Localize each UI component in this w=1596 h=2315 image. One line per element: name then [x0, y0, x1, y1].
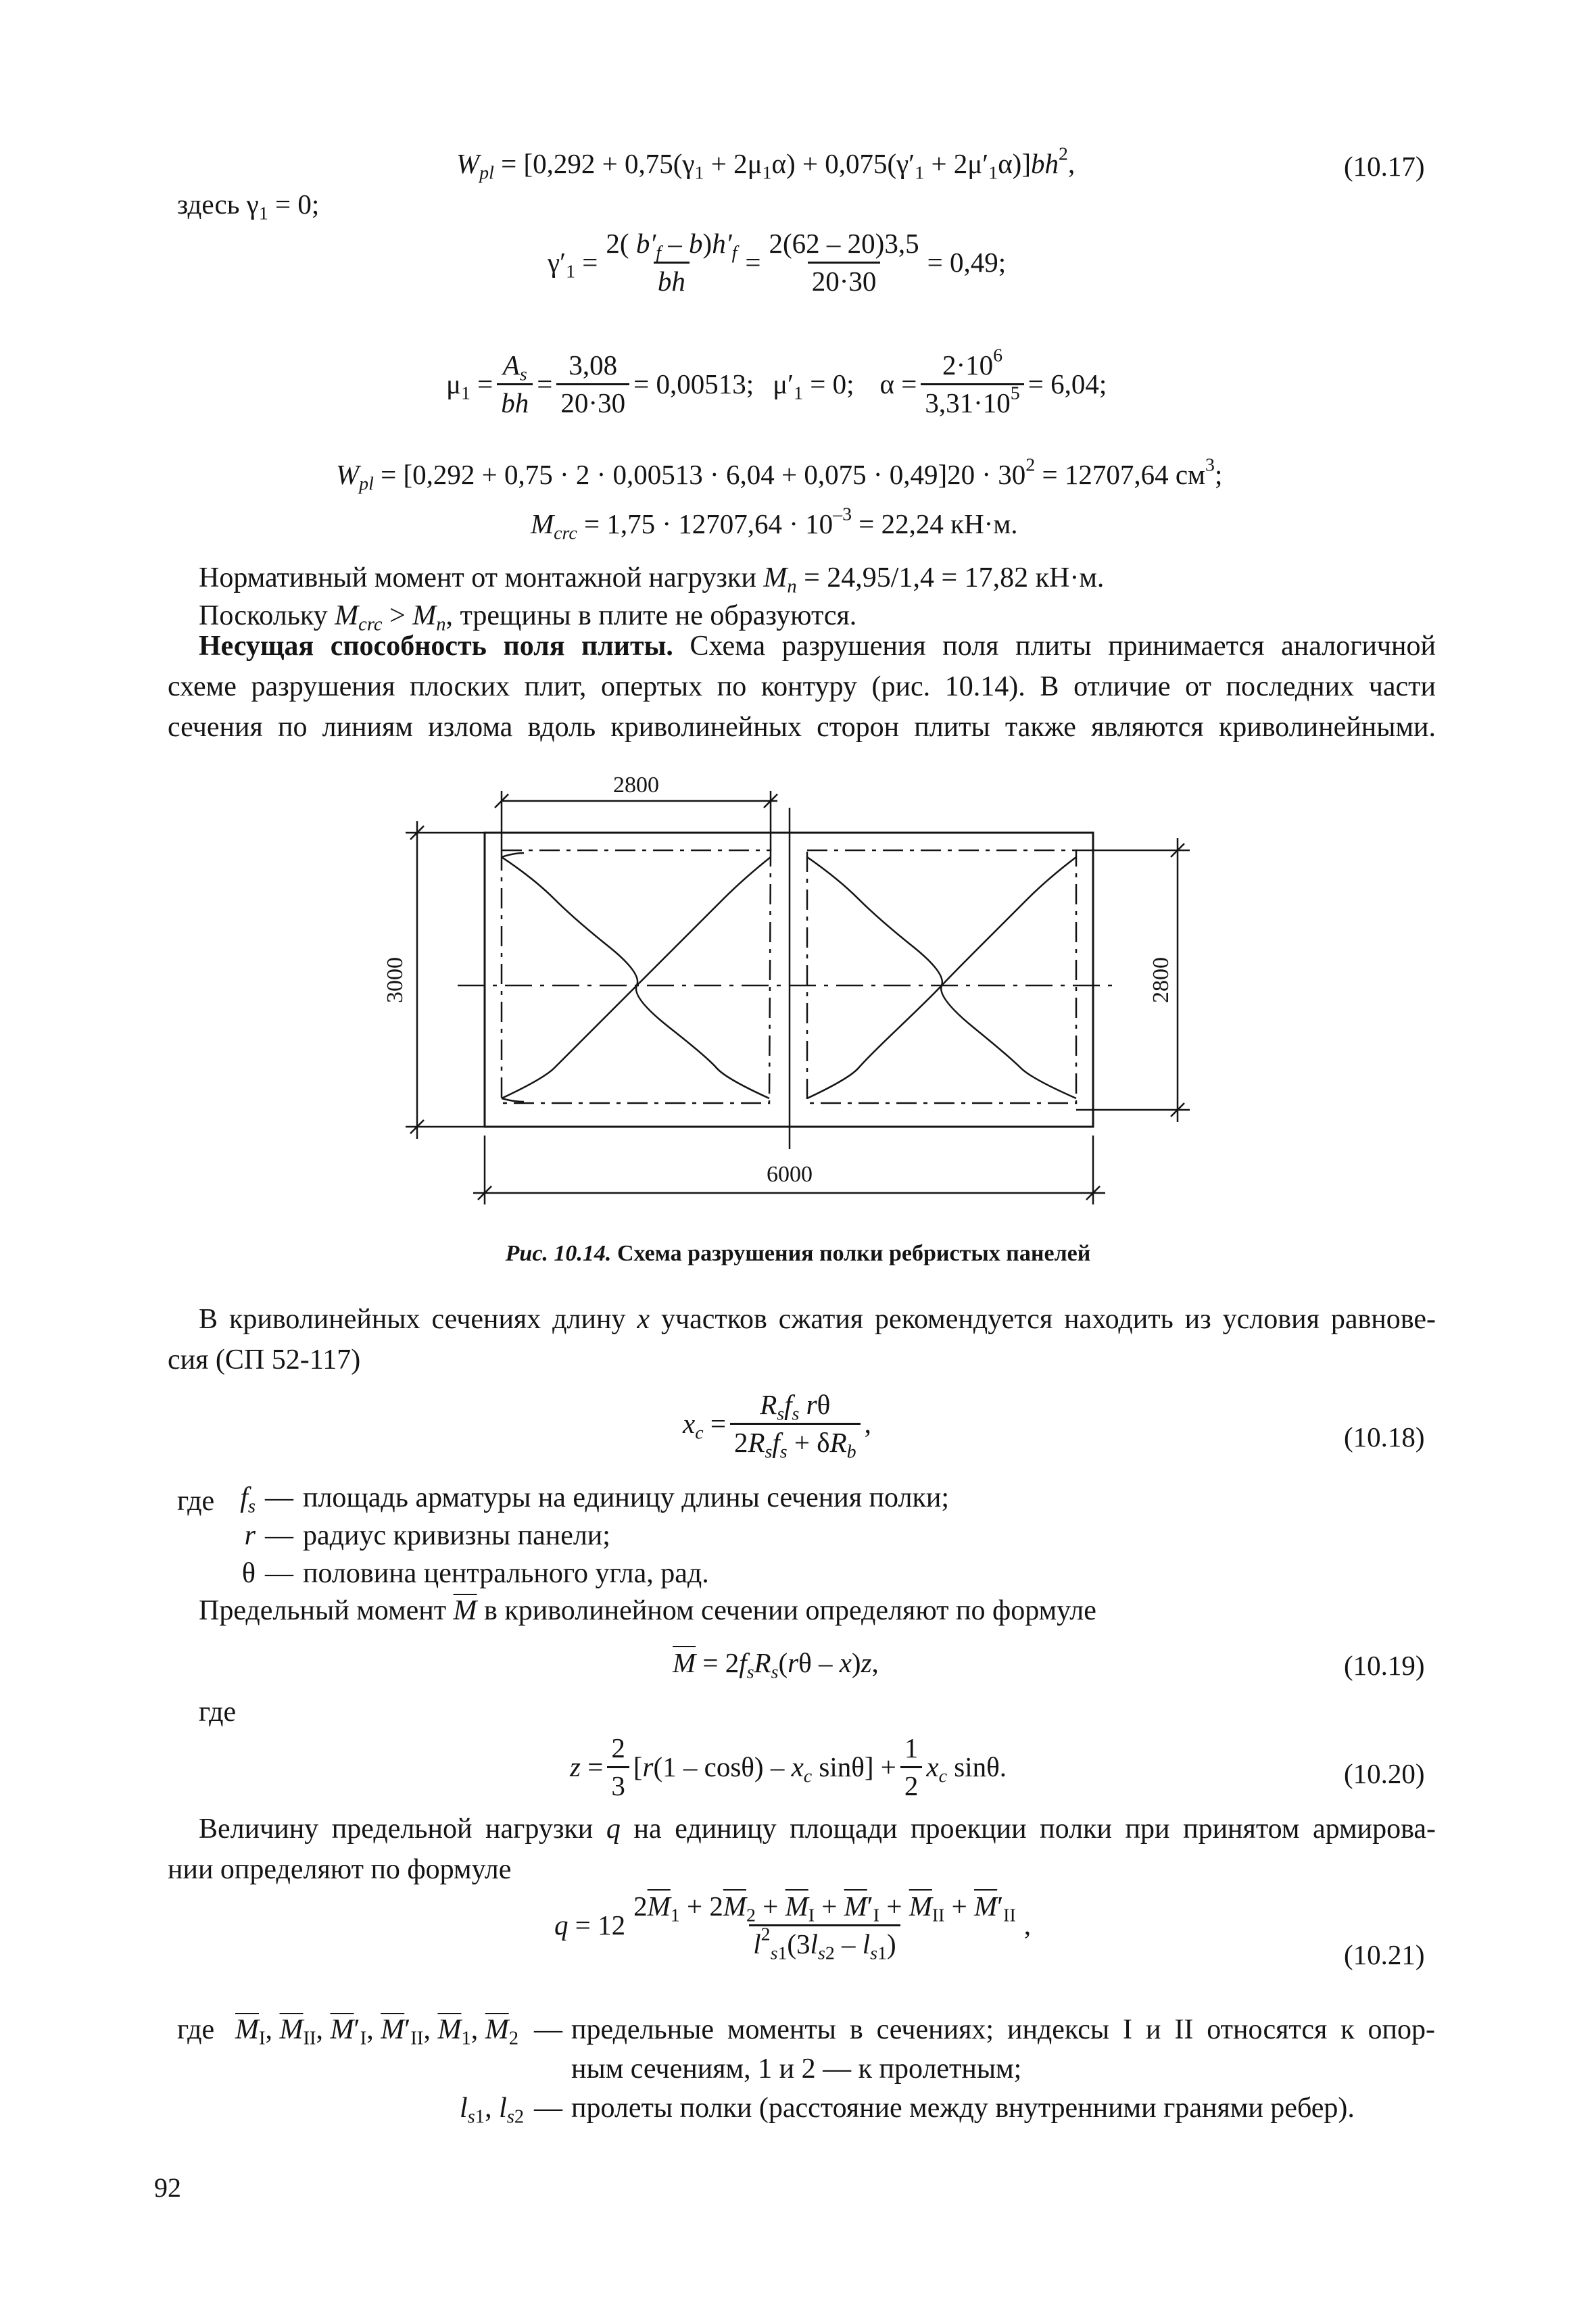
- equation-number: (10.18): [1344, 1421, 1425, 1453]
- equation-number: (10.19): [1344, 1650, 1425, 1681]
- equation-mu-alpha: $\mu_1$ = $\frac{A_s}{bh}$ = $\frac{3,08}{20\cdot 30}$ = 0,00513; $\mu'_1 = 0$; α = $\frac{2\cdot 10^6}{3,31\cdot 10^5}$ = 6,04;: [446, 345, 1107, 418]
- paragraph-curvilinear: В криволинейных сечениях длину x участков сжатия рекомендуется находить из условия равнове- сия (СП 52-117): [168, 1304, 1436, 1375]
- right-panel-crack-lines: [807, 857, 1076, 1098]
- text-since: Поскольку $M_{crc} > M_n$, трещины в плите не образуются.: [199, 600, 857, 635]
- where-label: где: [177, 1486, 215, 1517]
- text-normative-moment: Нормативный момент от монтажной нагрузки $M_n = 24,95/1,4 = 17,82$ кН·м.: [199, 562, 1105, 598]
- dimension-left: [406, 821, 485, 1139]
- equation-10-19: $\overline{M} = 2f_sR_s(r\theta - x)z$,: [673, 1647, 879, 1683]
- dimension-right-label: 2800: [1148, 957, 1174, 1003]
- equation-10-17: $W_{pl} = [0,292 + 0,75(\gamma_1 + 2\mu_1\alpha) + 0,075(\gamma'_1 + 2\mu'_1\alpha)]bh^2$,: [456, 143, 1075, 184]
- where-desc-1: предельные моменты в сечениях; индексы I и II относятся к опор-: [571, 2014, 1435, 2045]
- equation-mcrc: $M_{crc} = 1,75 \cdot 12707,64 \cdot 10^{-3} = 22,24$ кН·м.: [531, 504, 1018, 544]
- dimension-top-label: 2800: [613, 773, 659, 798]
- where-desc-3: пролеты полки (расстояние между внутренними гранями ребер).: [571, 2093, 1355, 2124]
- where-label: где: [199, 1697, 237, 1728]
- paragraph-load: Величину предельной нагрузки q на единицу площади проекции полки при принятом армирова- нии определяют по формуле: [168, 1813, 1436, 1885]
- dash: —: [534, 2014, 562, 2045]
- figure-slab-failure-scheme: [379, 760, 1217, 1213]
- paragraph-capacity: Несущая способность поля плиты. Схема разрушения поля плиты принимается аналогичной схеме разрушения плоских плит, опертых по контуру (рис. 10.14). В отличие от последних части сечения по линиям излома вдоль криволинейных сторон плиты также являются криволинейными.: [168, 631, 1436, 743]
- here-gamma-text: здесь $\gamma_1 = 0$;: [177, 189, 320, 224]
- dimension-bottom-label: 6000: [767, 1162, 813, 1187]
- equation-10-18: $x_c$ = $\frac{R_sf_s r\theta}{2R_sf_s + \delta R_b}$ ,: [683, 1389, 871, 1463]
- dash: —: [534, 2093, 562, 2124]
- equation-gamma-prime: $\gamma'_1$ = $\frac{2( b'_f - b)h'_f}{bh}$ = $\frac{2(62 - 20)3,5}{20\cdot 30}$ = 0,49;: [548, 228, 1007, 297]
- equation-number: (10.17): [1344, 151, 1425, 182]
- span-symbols: $l_{s1}$, $l_{s2}$: [460, 2093, 525, 2128]
- left-panel-crack-lines: [502, 853, 771, 1102]
- dimension-left-label: 3000: [383, 957, 408, 1003]
- dimension-top: [495, 791, 777, 850]
- where-label: где: [177, 2014, 215, 2045]
- moment-symbols: $\overline{M}_I$, $\overline{M}_{II}$, $\overline{M}'_I$, $\overline{M}'_{II}$, $\overline{M}_1$, $\overline{M}_2$: [235, 2014, 518, 2049]
- where-list-1: [196, 1479, 949, 1592]
- list-item: $f_s$ — площадь арматуры на единицу длины сечения полки;: [240, 1482, 950, 1517]
- equation-number: (10.20): [1344, 1758, 1425, 1789]
- equation-number: (10.21): [1344, 1939, 1425, 1970]
- where-desc-2: ным сечениям, 1 и 2 — к пролетным;: [571, 2053, 1022, 2085]
- figure-caption: Рис. 10.14. Схема разрушения полки ребристых панелей: [505, 1241, 1091, 1266]
- list-item: θ — половина центрального угла, рад.: [241, 1558, 709, 1589]
- equation-10-20: z = $\frac{2}{3}$ [$r(1 - \cos\theta) - x_c$ sinθ] + $\frac{1}{2}$ $x_c$ sinθ.: [570, 1732, 1007, 1801]
- page-number: 92: [154, 2172, 181, 2203]
- equation-wpl-numeric: $W_{pl} = [0,292 + 0,75 \cdot 2 \cdot 0,00513 \cdot 6,04 + 0,075 \cdot 0,49]20 \cdot 30^2 = 12707,64$ $см^3$;: [336, 454, 1223, 495]
- list-item: r — радиус кривизны панели;: [244, 1520, 610, 1551]
- text-limit-moment: Предельный момент $\overline{M}$ в криволинейном сечении определяют по формуле: [199, 1595, 1096, 1626]
- equation-10-21: q = 12 $\frac{2\overline{M}_1 + 2\overline{M}_2 + \overline{M}_I + \overline{M}'_I + \overline{M}_{II} + \overline{M}'_{II}}{l^2_{s1}(3l_{s2} - l_{s1})}$ ,: [554, 1891, 1031, 1964]
